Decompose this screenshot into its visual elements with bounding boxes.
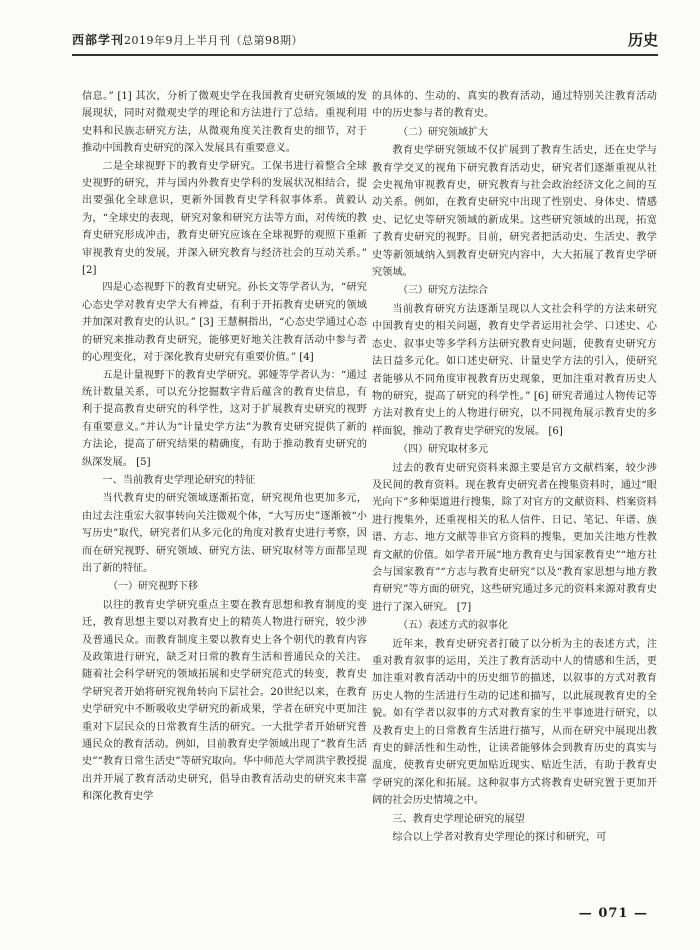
section-heading: 三、教育史学理论研究的展望 bbox=[392, 813, 525, 825]
subsection-heading: （二）研究领域扩大 bbox=[398, 126, 488, 138]
paragraph: 四是心态视野下的教育史研究。孙长文等学者认为，“研究心态史学对教育史学大有裨益，有利于开拓教育史研究的领域并加深对教育史的认识。” [3] 王慧桐指出，“心态史学通过心态的研究来推动教育史研究，能够更好地关注教育活动中参与者的心理变化，对于深化教育史研究有重要价值。” [4] bbox=[82, 282, 367, 364]
issue-info: 2019年9月上半月刊（总第98期） bbox=[124, 34, 303, 47]
paragraph: 二是全球视野下的教育史学研究。工保书进行着整合全球史视野的研究，并与国内外教育史学科的发展状况相结合，提出要强化全球意识，更新外国教育史学科叙事体系。黄毅认为，“全球史的表现，研究对象和研究方法等方面，对传统的教育史研究形成冲击，教育史研究应该在全球视野的观照下重新审视教育史的发展，并深入研究教育与经济社会的互动关系。” [2] bbox=[82, 160, 367, 277]
paragraph: 过去的教育史研究资料来源主要是官方文献档案，较少涉及民间的教育资料。现在教育史研究者在搜集资料时，通过“眼光向下”多种渠道进行搜集，除了对官方的文献资料、档案资料进行搜集外，还重视相关的私人信件、日记、笔记、年谱、族谱、方志、地方文献等非官方资料的搜集，更加关注地方性教育文献的价值。如学者开展“地方教育史与国家教育史”“地方社会与国家教育”“方志与教育史研究”以及“教育家思想与地方教育研究”等方面的研究，这些研究通过多元的资料来源对教育史进行了深入研究。 [7] bbox=[372, 462, 657, 613]
section-heading: 一、当前教育史学理论研究的特征 bbox=[102, 474, 256, 486]
paragraph: 五是计量视野下的教育史学研究。郭娅等学者认为：“通过统计数量关系，可以充分挖掘数字背后蕴含的教育史信息，有利于提高教育史研究的科学性，这对于扩展教育史研究的视野有重要意义。”并认为“计量史学方法”为教育史研究提供了新的方法论，提高了研究结果的精确度，有助于推动教育史研究的纵深发展。 [5] bbox=[82, 369, 367, 468]
magazine-title: 西部学刊 bbox=[72, 33, 125, 47]
paragraph: 当代教育史的研究领域逐渐拓宽，研究视角也更加多元，由过去注重宏大叙事转向关注微观个体，“大写历史”逐渐被“小写历史”取代，研究者们从多元化的角度对教育史进行考察，因而在研究视野、研究领域、研究方法、研究取材等方面都呈现出了新的特征。 bbox=[82, 493, 367, 574]
paragraph: 以往的教育史学研究重点主要在教育思想和教育制度的变迁，教育思想主要以对教育史上的精英人物进行研究，较少涉及普通民众。而教育制度主要以教育史上各个朝代的教育内容及政策进行研究，缺乏对日常的教育生活和普通民众的关注。随着社会科学研究的领域拓展和史学研究范式的转变，教育史学研究者开始将研究视角转向下层社会。20世纪以来，在教育史学研究中不断吸收史学研究的新成果，学者在研究中更加注重对下层民众的日常教育生活的研究。一大批学者开始研究普通民众的教育活动。例如，目前教育史学领域出现了“教育生活史”“教育日常生活史”等研究取向。华中师范大学周洪宇教授提出并开展了教育活动史研究，倡导由教育活动史的研究来丰富和深化教育史学 bbox=[82, 599, 367, 803]
paragraph: 的具体的、生动的、真实的教育活动，通过特别关注教育活动中的历史参与者的教育史。 bbox=[372, 91, 657, 120]
subsection-heading: （一）研究视野下移 bbox=[108, 581, 198, 593]
page-number: — 071 — bbox=[578, 906, 648, 921]
right-column bbox=[372, 88, 657, 898]
paragraph: 信息。” [1] 其次，分析了微观史学在我国教育史研究领域的发展现状，同时对微观史学的理论和方法进行了总结。重视利用史料和民族志研究方法，从微观角度关注教育史的细节，对于推动中国教育史研究的深入发展具有重要意义。 bbox=[82, 91, 367, 155]
paragraph: 近年来，教育史研究者打破了以分析为主的表述方式，注重对教育叙事的运用，关注了教育活动中人的情感和生活，更加注重对教育活动中的历史细节的描述，以叙事的方式对教育历史人物的生活进行生动的记述和描写，以此展现教育史的全貌。如有学者以叙事的方式对教育家的生平事迹进行研究，以及教育史上的日常教育生活进行描写，从而在研究中展现出教育史的鲜活性和生动性，让读者能够体会到教育历史的真实与温度，使教育史研究更加贴近现实、贴近生活，有助于教育史学研究的深化和拓展。这种叙事方式将教育史研究置于更加开阔的社会历史情境之中。 bbox=[372, 638, 657, 807]
subsection-heading: （四）研究取材多元 bbox=[398, 444, 488, 456]
page-header bbox=[72, 28, 658, 56]
paragraph: 综合以上学者对教育史学理论的探讨和研究，可 bbox=[392, 832, 607, 844]
subsection-heading: （五）表述方式的叙事化 bbox=[398, 620, 508, 632]
paragraph: 当前教育研究方法逐渐呈现以人文社会科学的方法来研究中国教育史的相关问题，教育史学者运用社会学、口述史、心态史、叙事史等多学科方法研究教育史问题，使教育史研究方法日益多元化。如口述史研究、计量史学方法的引入，使研究者能够从不同角度审视教育历史现象，更加注重对教育历史人物的研究，提高了研究的科学性。” [6] 研究者通过人物传记等方法对教育史上的人物进行研究，以不同视角展示教育史的多样面貌，推动了教育史学研究的发展。 [6] bbox=[372, 303, 657, 437]
subsection-heading: （三）研究方法综合 bbox=[398, 285, 488, 297]
left-column bbox=[82, 88, 367, 898]
paragraph: 教育史学研究领域不仅扩展到了教育生活史，还在史学与教育学交叉的视角下研究教育活动史，研究者们逐渐重视从社会史视角审视教育史，研究教育与社会政治经济文化之间的互动关系。例如，在教育史研究中出现了性别史、身体史、情感史、记忆史等研究领域的新成果。这些研究领域的出现，拓宽了教育史研究的视野。目前，研究者把活动史、生活史、教学史等新领域纳入到教育史研究内容中，大大拓展了教育史学研究领域。 bbox=[372, 145, 657, 279]
section-subject: 历史 bbox=[627, 31, 658, 49]
